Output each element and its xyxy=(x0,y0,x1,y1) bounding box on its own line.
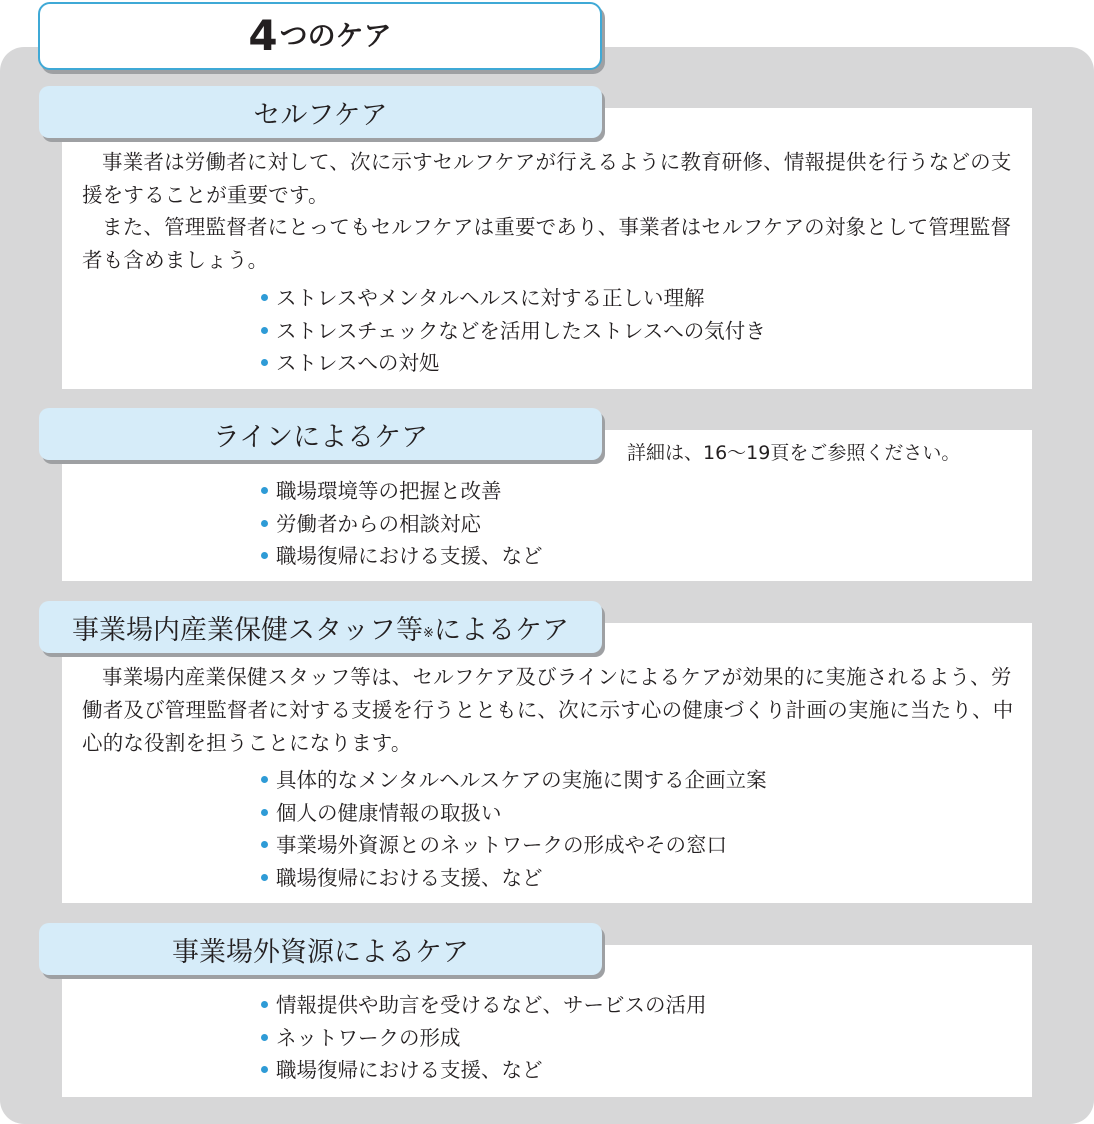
list-item: 職場復帰における支援、など xyxy=(261,540,543,573)
reference-note: 詳細は、16～19頁をご参照ください。 xyxy=(627,442,961,464)
list-item: 職場環境等の把握と改善 xyxy=(261,475,543,508)
external-resources-care-list xyxy=(261,989,707,1087)
list-item: 情報提供や助言を受けるなど、サービスの活用 xyxy=(261,989,707,1022)
list-item: ストレスやメンタルヘルスに対する正しい理解 xyxy=(261,282,766,315)
bullet-icon xyxy=(261,294,268,301)
footnote-mark: ※ xyxy=(423,625,434,641)
title-number: 4 xyxy=(248,11,278,60)
self-care-list xyxy=(261,282,766,380)
bullet-icon xyxy=(261,841,268,848)
bullet-icon xyxy=(261,776,268,783)
bullet-icon xyxy=(261,1034,268,1041)
list-item: ネットワークの形成 xyxy=(261,1022,707,1055)
list-item: 職場復帰における支援、など xyxy=(261,1054,707,1087)
page-title xyxy=(38,2,602,70)
self-care-heading: セルフケア xyxy=(39,86,602,138)
internal-staff-care-paragraph: 事業場内産業保健スタッフ等は、セルフケア及びラインによるケアが効果的に実施されるよう、労働者及び管理監督者に対する支援を行うとともに、次に示す心の健康づくり計画の実施に当たり、中心的な役割を担うことになります。 xyxy=(82,665,1014,755)
bullet-icon xyxy=(261,809,268,816)
list-item: 事業場外資源とのネットワークの形成やその窓口 xyxy=(261,829,767,862)
bullet-icon xyxy=(261,327,268,334)
line-care-list xyxy=(261,475,543,573)
internal-staff-care-list xyxy=(261,764,767,894)
list-item: 個人の健康情報の取扱い xyxy=(261,797,767,830)
bullet-icon xyxy=(261,874,268,881)
self-care-paragraph-2: また、管理監督者にとってもセルフケアは重要であり、事業者はセルフケアの対象として管理監督者も含めましょう。 xyxy=(82,215,1012,272)
bullet-icon xyxy=(261,552,268,559)
bullet-icon xyxy=(261,487,268,494)
list-item: 職場復帰における支援、など xyxy=(261,862,767,895)
bullet-icon xyxy=(261,359,268,366)
bullet-icon xyxy=(261,1001,268,1008)
list-item: ストレスチェックなどを活用したストレスへの気付き xyxy=(261,315,766,348)
list-item: ストレスへの対処 xyxy=(261,347,766,380)
bullet-icon xyxy=(261,1066,268,1073)
self-care-paragraph-1: 事業者は労働者に対して、次に示すセルフケアが行えるように教育研修、情報提供を行うなどの支援をすることが重要です。 xyxy=(82,150,1012,207)
external-resources-care-heading: 事業場外資源によるケア xyxy=(39,923,602,975)
title-text: つのケア xyxy=(279,19,392,52)
internal-staff-care-heading: 事業場内産業保健スタッフ等 ※ によるケア xyxy=(39,601,602,653)
bullet-icon xyxy=(261,520,268,527)
list-item: 具体的なメンタルヘルスケアの実施に関する企画立案 xyxy=(261,764,767,797)
list-item: 労働者からの相談対応 xyxy=(261,508,543,541)
line-care-heading: ラインによるケア xyxy=(39,408,602,460)
